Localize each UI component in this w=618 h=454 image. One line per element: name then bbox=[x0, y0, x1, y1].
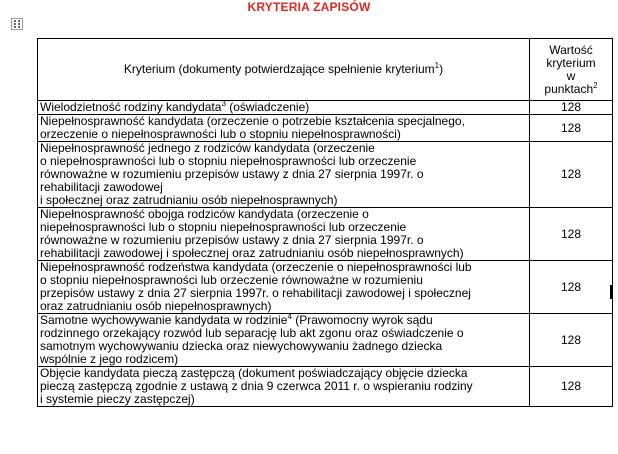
table-move-handle[interactable] bbox=[11, 18, 23, 30]
points-cell: 128 bbox=[530, 261, 613, 314]
table-row bbox=[38, 101, 613, 115]
criterion-cell: Niepełnosprawność jednego z rodziców kandydata (orzeczenie o niepełnosprawności lub o stopniu niepełnosprawności lub orzeczenie równoważne w rozumieniu przepisów ustawy z dnia 27 sierpnia 1997r. o rehabilitacji zawodowej i społecznej oraz zatrudnianiu osób niepełnosprawnych) bbox=[38, 142, 530, 208]
criterion-cell: Niepełnosprawność kandydata (orzeczenie o potrzebie kształcenia specjalnego, orzeczenie o niepełnosprawności lub o stopniu niepełnosprawności) bbox=[38, 115, 530, 142]
table-row bbox=[38, 261, 613, 314]
criterion-header: Kryterium (dokumenty potwierdzające spełnienie kryterium$^1$) bbox=[38, 39, 530, 101]
points-cell: 128 bbox=[530, 208, 613, 261]
criterion-cell: Niepełnosprawność rodzeństwa kandydata (orzeczenie o niepełnosprawności lub o stopniu niepełnosprawności lub orzeczenie równoważne w rozumieniu przepisów ustawy z dnia 27 sierpnia 1997r. o rehabilitacji zawodowej i społecznej oraz zatrudnianiu osób niepełnosprawnych) bbox=[38, 261, 530, 314]
points-cell: 128 bbox=[530, 367, 613, 407]
table-row bbox=[38, 367, 613, 407]
criterion-cell: Samotne wychowywanie kandydata w rodzinie$^4$ (Prawomocny wyrok sądu rodzinnego orzekający rozwód lub separację lub akt zgonu oraz oświadczenie o samotnym wychowywaniu dziecka oraz niewychowywaniu żadnego dziecka wspólnie z jego rodzicem) bbox=[38, 314, 530, 367]
table-row bbox=[38, 208, 613, 261]
text-cursor bbox=[610, 285, 612, 299]
table-row bbox=[38, 115, 613, 142]
table-row bbox=[38, 314, 613, 367]
points-cell: 128 bbox=[530, 314, 613, 367]
points-header: Wartość kryterium w punktach$^2$ bbox=[530, 39, 613, 101]
page-title: KRYTERIA ZAPISÓW bbox=[247, 0, 371, 14]
points-cell: 128 bbox=[530, 101, 613, 115]
criterion-cell: Niepełnosprawność obojga rodziców kandydata (orzeczenie o niepełnosprawności lub o stopniu niepełnosprawności lub orzeczenie równoważne w rozumieniu przepisów ustawy z dnia 27 sierpnia 1997r. o rehabilitacji zawodowej i społecznej oraz zatrudnianiu osób niepełnosprawnych) bbox=[38, 208, 530, 261]
table-header-row bbox=[38, 39, 613, 101]
criterion-cell: Wielodzietność rodziny kandydata$^3$ (oświadczenie) bbox=[38, 101, 530, 115]
points-cell: 128 bbox=[530, 115, 613, 142]
move-handle-icon bbox=[13, 20, 21, 28]
criteria-table bbox=[37, 38, 613, 407]
points-cell: 128 bbox=[530, 142, 613, 208]
criterion-cell: Objęcie kandydata pieczą zastępczą (dokument poświadczający objęcie dziecka pieczą zastępczą zgodnie z ustawą z dnia 9 czerwca 2011 r. o wspieraniu rodziny i systemie pieczy zastępczej) bbox=[38, 367, 530, 407]
table-row bbox=[38, 142, 613, 208]
